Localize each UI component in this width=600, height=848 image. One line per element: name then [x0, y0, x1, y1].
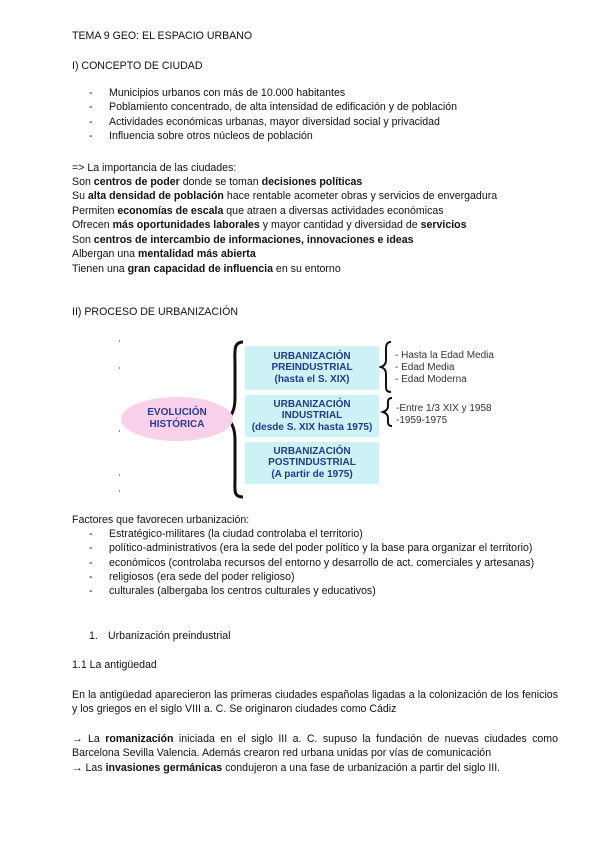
- postindustrial-box: URBANIZACIÓN POSTINDUSTRIAL (A partir de 1975): [245, 442, 379, 484]
- paragraph: En la antigüedad aparecieron las primeras ciudades españolas ligadas a la colonización de los fenicios y los griegos en el siglo VIII a. C. Se originaron ciudades como Cádiz: [72, 689, 558, 715]
- list-item: - culturales (albergaba los centros culturales y educativos): [89, 585, 376, 597]
- note: - Edad Media: [395, 362, 455, 373]
- note: -1959-1975: [396, 415, 448, 426]
- note: -Entre 1/3 XIX y 1958: [396, 403, 492, 414]
- list-item: - Poblamiento concentrado, de alta intensidad de edificación y de población: [89, 101, 458, 113]
- evolution-ellipse: EVOLUCIÓN HISTÓRICA: [121, 397, 233, 441]
- list-item: - Influencia sobre otros núcleos de población: [89, 130, 313, 142]
- page-title: TEMA 9 GEO: EL ESPACIO URBANO: [72, 30, 253, 42]
- importance-line: Albergan una mentalidad más abierta: [72, 248, 256, 260]
- subsection-heading: 1.1 La antigüedad: [72, 659, 157, 671]
- importance-line: Su alta densidad de población hace rentable acometer obras y servicios de envergadura: [72, 190, 498, 202]
- importance-line: Ofrecen más oportunidades laborales y mayor cantidad y diversidad de servicios: [72, 219, 467, 231]
- industrial-box: URBANIZACIÓN INDUSTRIAL (desde S. XIX hasta 1975): [245, 395, 379, 437]
- paragraph: → Las invasiones germánicas condujeron a una fase de urbanización a partir del siglo III.: [72, 762, 501, 774]
- list-item: - Actividades económicas urbanas, mayor diversidad social y privacidad: [89, 116, 440, 128]
- paragraph: → La romanización iniciada en el siglo III a. C. supuso la fundación de nuevas ciudades como Barcelona Sevilla Valencia. Además crearon red urbana unidas por vías de comunicación: [72, 733, 558, 759]
- list-item: - económicos (controlaba recursos del entorno y desarrollo de act. comerciales y artesanas): [89, 557, 535, 569]
- factors-intro: Factores que favorecen urbanización:: [72, 514, 250, 526]
- note: - Edad Moderna: [395, 374, 467, 385]
- preindustrial-box: URBANIZACIÓN PREINDUSTRIAL (hasta el S. XIX): [245, 346, 379, 390]
- importance-line: Permiten economías de escala que atraen a diversas actividades económicas: [72, 205, 444, 217]
- subheading: Urbanización preindustrial: [108, 630, 231, 642]
- section2-heading: II) PROCESO DE URBANIZACIÓN: [72, 306, 238, 318]
- importance-line: Son centros de poder donde se toman decisiones políticas: [72, 176, 363, 188]
- subheading-number: 1.: [89, 630, 98, 642]
- section1-heading: I) CONCEPTO DE CIUDAD: [72, 60, 203, 72]
- importance-line: Tienen una gran capacidad de influencia en su entorno: [72, 263, 341, 275]
- list-item: - Estratégico-militares (la ciudad controlaba el territorio): [89, 528, 363, 540]
- list-item: - político-administrativos (era la sede del poder político y la base para organizar el territorio): [89, 542, 533, 554]
- note: - Hasta la Edad Media: [395, 350, 494, 361]
- importance-intro: => La importancia de las ciudades:: [72, 162, 237, 174]
- list-item: - Municipios urbanos con más de 10.000 habitantes: [89, 87, 346, 99]
- list-item: - religiosos (era sede del poder religioso): [89, 571, 295, 583]
- importance-line: Son centros de intercambio de informaciones, innovaciones e ideas: [72, 234, 414, 246]
